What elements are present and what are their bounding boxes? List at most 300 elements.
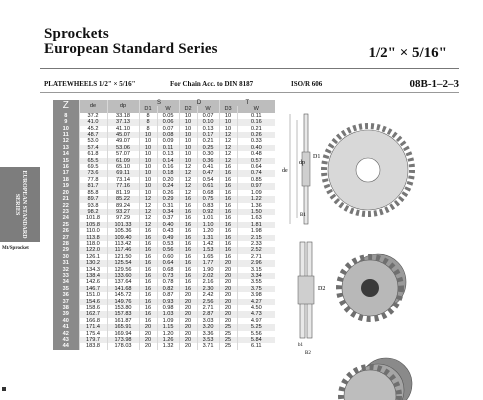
- cell-z: 36: [53, 292, 79, 298]
- cell-w-t: 0.48: [237, 151, 275, 157]
- label-b1-small: b1: [298, 343, 303, 348]
- cell-d3: 20: [219, 267, 237, 273]
- cell-w-s: 1.32: [157, 343, 179, 349]
- cell-z: 26: [53, 228, 79, 234]
- cell-d2: 16: [179, 279, 197, 285]
- cell-d2: 16: [179, 260, 197, 266]
- cell-w-d: 0.17: [197, 132, 219, 138]
- cell-w-t: 4.73: [237, 311, 275, 317]
- duplex-sprocket-drawing: [298, 242, 406, 356]
- duplex-hub-profile: [298, 276, 314, 304]
- cell-de: 65.5: [79, 158, 107, 164]
- cell-dp: 85.22: [107, 196, 139, 202]
- cell-z: 35: [53, 286, 79, 292]
- cell-w-t: 2.96: [237, 260, 275, 266]
- cell-w-d: 2.71: [197, 305, 219, 311]
- cell-w-d: 0.10: [197, 119, 219, 125]
- cell-d3: 20: [219, 305, 237, 311]
- cell-d1: 20: [139, 337, 157, 343]
- cell-z: 44: [53, 343, 79, 349]
- cell-d2: 10: [179, 126, 197, 132]
- cell-d1: 12: [139, 215, 157, 221]
- cell-d1: 12: [139, 222, 157, 228]
- cell-w-s: 0.93: [157, 299, 179, 305]
- cell-d2: 12: [179, 177, 197, 183]
- cell-de: 41.0: [79, 119, 107, 125]
- cell-w-t: 3.34: [237, 273, 275, 279]
- cell-dp: 57.07: [107, 151, 139, 157]
- duplex-bore: [361, 279, 379, 297]
- cell-d2: 20: [179, 343, 197, 349]
- cell-w-d: 2.87: [197, 311, 219, 317]
- cell-dp: 101.33: [107, 222, 139, 228]
- cell-z: 29: [53, 247, 79, 253]
- cell-z: 17: [53, 170, 79, 176]
- cell-d1: 10: [139, 164, 157, 170]
- header-dp: dp: [107, 100, 139, 113]
- cell-w-t: 0.64: [237, 164, 275, 170]
- cell-d2: 16: [179, 222, 197, 228]
- cell-dp: 161.87: [107, 318, 139, 324]
- cell-dp: 77.16: [107, 183, 139, 189]
- cell-w-s: 0.87: [157, 292, 179, 298]
- cell-de: 45.2: [79, 126, 107, 132]
- cell-z: 23: [53, 209, 79, 215]
- cell-w-t: 2.71: [237, 254, 275, 260]
- cell-w-s: 0.31: [157, 203, 179, 209]
- cell-z: 28: [53, 241, 79, 247]
- cell-d2: 10: [179, 119, 197, 125]
- cell-w-s: 0.13: [157, 151, 179, 157]
- cell-dp: 65.10: [107, 164, 139, 170]
- cell-w-d: 1.90: [197, 267, 219, 273]
- cell-dp: 133.60: [107, 273, 139, 279]
- cell-dp: 173.98: [107, 337, 139, 343]
- cell-de: 98.2: [79, 209, 107, 215]
- cell-w-t: 1.09: [237, 190, 275, 196]
- cell-de: 37.2: [79, 113, 107, 119]
- cell-d3: 12: [219, 151, 237, 157]
- cell-d3: 20: [219, 273, 237, 279]
- cell-d1: 16: [139, 235, 157, 241]
- cell-de: 171.4: [79, 324, 107, 330]
- cell-z: 21: [53, 196, 79, 202]
- cell-z: 13: [53, 145, 79, 151]
- cell-dp: 125.54: [107, 260, 139, 266]
- cell-w-s: 0.78: [157, 279, 179, 285]
- cell-w-s: 0.05: [157, 113, 179, 119]
- cell-d3: 20: [219, 260, 237, 266]
- cell-w-s: 0.40: [157, 222, 179, 228]
- cell-w-t: 0.16: [237, 119, 275, 125]
- cell-d3: 20: [219, 299, 237, 305]
- cell-w-d: 0.75: [197, 196, 219, 202]
- cell-w-d: 1.53: [197, 247, 219, 253]
- cell-w-s: 0.82: [157, 286, 179, 292]
- cell-w-d: 3.20: [197, 324, 219, 330]
- cell-d1: 16: [139, 267, 157, 273]
- cell-d3: 16: [219, 228, 237, 234]
- cell-w-t: 1.63: [237, 215, 275, 221]
- cell-w-d: 2.30: [197, 286, 219, 292]
- cell-de: 77.8: [79, 177, 107, 183]
- cell-z: 12: [53, 138, 79, 144]
- cell-w-s: 0.34: [157, 209, 179, 215]
- cell-d2: 12: [179, 190, 197, 196]
- cell-w-d: 3.71: [197, 343, 219, 349]
- cell-w-d: 3.53: [197, 337, 219, 343]
- cell-w-d: 1.20: [197, 228, 219, 234]
- cell-d3: 10: [219, 119, 237, 125]
- cell-w-s: 1.03: [157, 311, 179, 317]
- cell-de: 57.4: [79, 145, 107, 151]
- cell-dp: 41.10: [107, 126, 139, 132]
- cell-w-s: 0.24: [157, 183, 179, 189]
- cell-de: 138.4: [79, 273, 107, 279]
- cell-d3: 16: [219, 177, 237, 183]
- cell-d1: 20: [139, 324, 157, 330]
- cell-d2: 20: [179, 324, 197, 330]
- cell-de: 130.2: [79, 260, 107, 266]
- cell-dp: 105.36: [107, 228, 139, 234]
- cell-d2: 16: [179, 267, 197, 273]
- cell-w-d: 2.56: [197, 299, 219, 305]
- cell-d2: 16: [179, 209, 197, 215]
- cell-w-d: 0.30: [197, 151, 219, 157]
- cell-w-d: 3.03: [197, 318, 219, 324]
- cell-w-s: 0.64: [157, 260, 179, 266]
- cell-d1: 16: [139, 273, 157, 279]
- cell-w-t: 0.26: [237, 132, 275, 138]
- cell-w-t: 3.15: [237, 267, 275, 273]
- cell-w-s: 0.56: [157, 247, 179, 253]
- cell-d3: 10: [219, 113, 237, 119]
- cell-d2: 10: [179, 145, 197, 151]
- cell-d1: 10: [139, 183, 157, 189]
- cell-w-t: 1.98: [237, 228, 275, 234]
- cell-d3: 16: [219, 222, 237, 228]
- simplex-hub-profile: [302, 152, 310, 186]
- cell-dp: 97.29: [107, 215, 139, 221]
- sprocket-spec-table: [53, 100, 275, 350]
- cell-d1: 16: [139, 292, 157, 298]
- cell-d2: 10: [179, 151, 197, 157]
- simplex-sprocket-drawing: [282, 114, 412, 224]
- label-b2: B2: [305, 351, 311, 356]
- header-w-s: W: [157, 106, 179, 112]
- header-d1: D1: [139, 106, 157, 112]
- cell-dp: 157.83: [107, 311, 139, 317]
- cell-dp: 169.94: [107, 331, 139, 337]
- cell-d2: 16: [179, 247, 197, 253]
- cell-w-s: 0.68: [157, 267, 179, 273]
- cell-z: 19: [53, 183, 79, 189]
- cell-d1: 20: [139, 331, 157, 337]
- cell-dp: 149.76: [107, 299, 139, 305]
- cell-w-d: 0.47: [197, 170, 219, 176]
- cell-z: 18: [53, 177, 79, 183]
- title-sprockets: Sprockets: [44, 26, 109, 42]
- cell-w-d: 1.31: [197, 235, 219, 241]
- cell-d1: 16: [139, 228, 157, 234]
- cell-z: 32: [53, 267, 79, 273]
- cell-dp: 93.27: [107, 209, 139, 215]
- cell-w-t: 3.55: [237, 279, 275, 285]
- page-marker: [2, 387, 6, 391]
- cell-d3: 20: [219, 279, 237, 285]
- cell-w-s: 0.43: [157, 228, 179, 234]
- cell-w-t: 6.11: [237, 343, 275, 349]
- cell-de: 118.0: [79, 241, 107, 247]
- title-series: European Standard Series: [44, 41, 218, 57]
- spec-table-body: [53, 113, 275, 350]
- cell-w-t: 0.74: [237, 170, 275, 176]
- cell-dp: 113.42: [107, 241, 139, 247]
- cell-d3: 12: [219, 132, 237, 138]
- cell-w-t: 0.97: [237, 183, 275, 189]
- cell-w-t: 1.50: [237, 209, 275, 215]
- cell-z: 39: [53, 311, 79, 317]
- cell-d3: 16: [219, 170, 237, 176]
- cell-dp: 49.07: [107, 138, 139, 144]
- cell-dp: 89.24: [107, 203, 139, 209]
- header-group-d: D: [179, 100, 219, 106]
- cell-d1: 12: [139, 203, 157, 209]
- cell-w-t: 2.15: [237, 235, 275, 241]
- cell-de: 69.5: [79, 164, 107, 170]
- cell-w-d: 2.16: [197, 279, 219, 285]
- cell-z: 14: [53, 151, 79, 157]
- cell-d1: 16: [139, 299, 157, 305]
- cell-z: 37: [53, 299, 79, 305]
- cell-d1: 16: [139, 241, 157, 247]
- cell-d1: 10: [139, 158, 157, 164]
- cell-dp: 45.07: [107, 132, 139, 138]
- cell-d1: 16: [139, 279, 157, 285]
- cell-de: 162.7: [79, 311, 107, 317]
- cell-d3: 25: [219, 337, 237, 343]
- cell-w-d: 0.07: [197, 113, 219, 119]
- cell-d1: 20: [139, 343, 157, 349]
- cell-dp: 73.14: [107, 177, 139, 183]
- cell-de: 142.6: [79, 279, 107, 285]
- cell-dp: 53.06: [107, 145, 139, 151]
- cell-d1: 10: [139, 170, 157, 176]
- cell-w-t: 0.33: [237, 138, 275, 144]
- cell-w-s: 0.06: [157, 119, 179, 125]
- header-w-t: W: [237, 106, 275, 112]
- cell-w-s: 0.37: [157, 215, 179, 221]
- cell-w-t: 2.52: [237, 247, 275, 253]
- table-row: [53, 343, 275, 349]
- cell-w-t: 1.81: [237, 222, 275, 228]
- cell-de: 126.1: [79, 254, 107, 260]
- cell-d2: 16: [179, 286, 197, 292]
- cell-d2: 16: [179, 254, 197, 260]
- cell-d1: 12: [139, 209, 157, 215]
- cell-de: 175.4: [79, 331, 107, 337]
- side-tab-label: EUROPEAN STANDARD SERIES: [14, 170, 28, 239]
- cell-w-t: 5.25: [237, 324, 275, 330]
- header-w-d: W: [197, 106, 219, 112]
- cell-d3: 12: [219, 145, 237, 151]
- cell-w-d: 1.77: [197, 260, 219, 266]
- cell-d2: 10: [179, 138, 197, 144]
- cell-w-t: 2.33: [237, 241, 275, 247]
- cell-dp: 81.19: [107, 190, 139, 196]
- cell-d3: 16: [219, 183, 237, 189]
- cell-z: 33: [53, 273, 79, 279]
- cell-w-t: 0.57: [237, 158, 275, 164]
- cell-d3: 12: [219, 138, 237, 144]
- header-z: Z: [53, 100, 79, 113]
- cell-dp: 117.46: [107, 247, 139, 253]
- cell-z: 10: [53, 126, 79, 132]
- cell-w-s: 1.26: [157, 337, 179, 343]
- cell-w-s: 0.16: [157, 164, 179, 170]
- cell-de: 48.7: [79, 132, 107, 138]
- cell-de: 113.8: [79, 235, 107, 241]
- cell-de: 101.8: [79, 215, 107, 221]
- cell-de: 146.7: [79, 286, 107, 292]
- cell-z: 22: [53, 203, 79, 209]
- cell-de: 105.8: [79, 222, 107, 228]
- cell-w-d: 0.92: [197, 209, 219, 215]
- cell-d3: 25: [219, 331, 237, 337]
- cell-z: 34: [53, 279, 79, 285]
- cell-w-t: 4.97: [237, 318, 275, 324]
- cell-z: 41: [53, 324, 79, 330]
- cell-dp: 137.64: [107, 279, 139, 285]
- cell-dp: 145.72: [107, 292, 139, 298]
- cell-d1: 16: [139, 247, 157, 253]
- cell-w-d: 1.65: [197, 254, 219, 260]
- cell-d3: 20: [219, 318, 237, 324]
- top-divider: [40, 68, 459, 69]
- cell-dp: 33.18: [107, 113, 139, 119]
- cell-d3: 20: [219, 292, 237, 298]
- cell-z: 20: [53, 190, 79, 196]
- cell-w-s: 0.20: [157, 177, 179, 183]
- cell-d3: 16: [219, 209, 237, 215]
- cell-d2: 10: [179, 158, 197, 164]
- cell-w-s: 0.29: [157, 196, 179, 202]
- cell-d3: 25: [219, 324, 237, 330]
- cell-w-d: 0.41: [197, 164, 219, 170]
- cell-d2: 16: [179, 196, 197, 202]
- cell-de: 122.0: [79, 247, 107, 253]
- label-d1: D1: [313, 154, 321, 160]
- header-group-t: T: [219, 100, 275, 106]
- cell-w-d: 1.10: [197, 222, 219, 228]
- cell-z: 15: [53, 158, 79, 164]
- cell-d3: 16: [219, 164, 237, 170]
- cell-d3: 25: [219, 343, 237, 349]
- cell-z: 24: [53, 215, 79, 221]
- cell-de: 61.8: [79, 151, 107, 157]
- side-section-tab[interactable]: [0, 167, 40, 242]
- cell-de: 81.7: [79, 183, 107, 189]
- cell-w-s: 1.09: [157, 318, 179, 324]
- cell-d2: 16: [179, 228, 197, 234]
- cell-d3: 20: [219, 311, 237, 317]
- cell-d1: 10: [139, 132, 157, 138]
- cell-z: 40: [53, 318, 79, 324]
- cell-d1: 16: [139, 318, 157, 324]
- cell-w-t: 0.11: [237, 113, 275, 119]
- cell-d3: 16: [219, 196, 237, 202]
- header-d2: D2: [179, 106, 197, 112]
- cell-w-s: 0.60: [157, 254, 179, 260]
- cell-w-t: 5.84: [237, 337, 275, 343]
- cell-d2: 20: [179, 292, 197, 298]
- cell-de: 158.6: [79, 305, 107, 311]
- cell-d3: 16: [219, 247, 237, 253]
- cell-d3: 16: [219, 190, 237, 196]
- cell-w-d: 1.01: [197, 215, 219, 221]
- cell-z: 16: [53, 164, 79, 170]
- cell-de: 151.0: [79, 292, 107, 298]
- cell-z: 11: [53, 132, 79, 138]
- cell-w-s: 0.49: [157, 235, 179, 241]
- cell-w-t: 3.75: [237, 286, 275, 292]
- pitch-size: 1/2" × 5/16": [368, 45, 447, 61]
- cell-w-t: 4.27: [237, 299, 275, 305]
- cell-d3: 12: [219, 158, 237, 164]
- cell-d1: 8: [139, 119, 157, 125]
- cell-d3: 16: [219, 215, 237, 221]
- cell-w-s: 0.53: [157, 241, 179, 247]
- cell-d1: 12: [139, 196, 157, 202]
- cell-w-d: 1.42: [197, 241, 219, 247]
- cell-dp: 178.03: [107, 343, 139, 349]
- cell-dp: 121.50: [107, 254, 139, 260]
- cell-z: 8: [53, 113, 79, 119]
- cell-d2: 16: [179, 235, 197, 241]
- cell-w-t: 0.40: [237, 145, 275, 151]
- cell-d1: 10: [139, 190, 157, 196]
- cell-w-s: 0.18: [157, 170, 179, 176]
- cell-d2: 16: [179, 215, 197, 221]
- cell-dp: 61.09: [107, 158, 139, 164]
- cell-de: 183.8: [79, 343, 107, 349]
- cell-de: 110.0: [79, 228, 107, 234]
- cell-z: 9: [53, 119, 79, 125]
- cell-dp: 165.91: [107, 324, 139, 330]
- label-dp: dp: [299, 160, 305, 166]
- cell-d1: 16: [139, 305, 157, 311]
- cell-w-s: 0.98: [157, 305, 179, 311]
- cell-dp: 129.56: [107, 267, 139, 273]
- cell-de: 53.0: [79, 138, 107, 144]
- cell-w-t: 3.98: [237, 292, 275, 298]
- cell-de: 166.8: [79, 318, 107, 324]
- iso-label: ISO/R 606: [291, 80, 323, 88]
- cell-dp: 141.68: [107, 286, 139, 292]
- cell-z: 25: [53, 222, 79, 228]
- cell-w-t: 1.22: [237, 196, 275, 202]
- header-de: de: [79, 100, 107, 113]
- cell-dp: 153.80: [107, 305, 139, 311]
- cell-w-d: 0.21: [197, 138, 219, 144]
- cell-d2: 12: [179, 164, 197, 170]
- label-b1: B1: [300, 213, 306, 218]
- cell-w-d: 0.83: [197, 203, 219, 209]
- cell-d1: 16: [139, 286, 157, 292]
- cell-w-s: 0.11: [157, 145, 179, 151]
- cell-d2: 16: [179, 241, 197, 247]
- cell-d1: 10: [139, 145, 157, 151]
